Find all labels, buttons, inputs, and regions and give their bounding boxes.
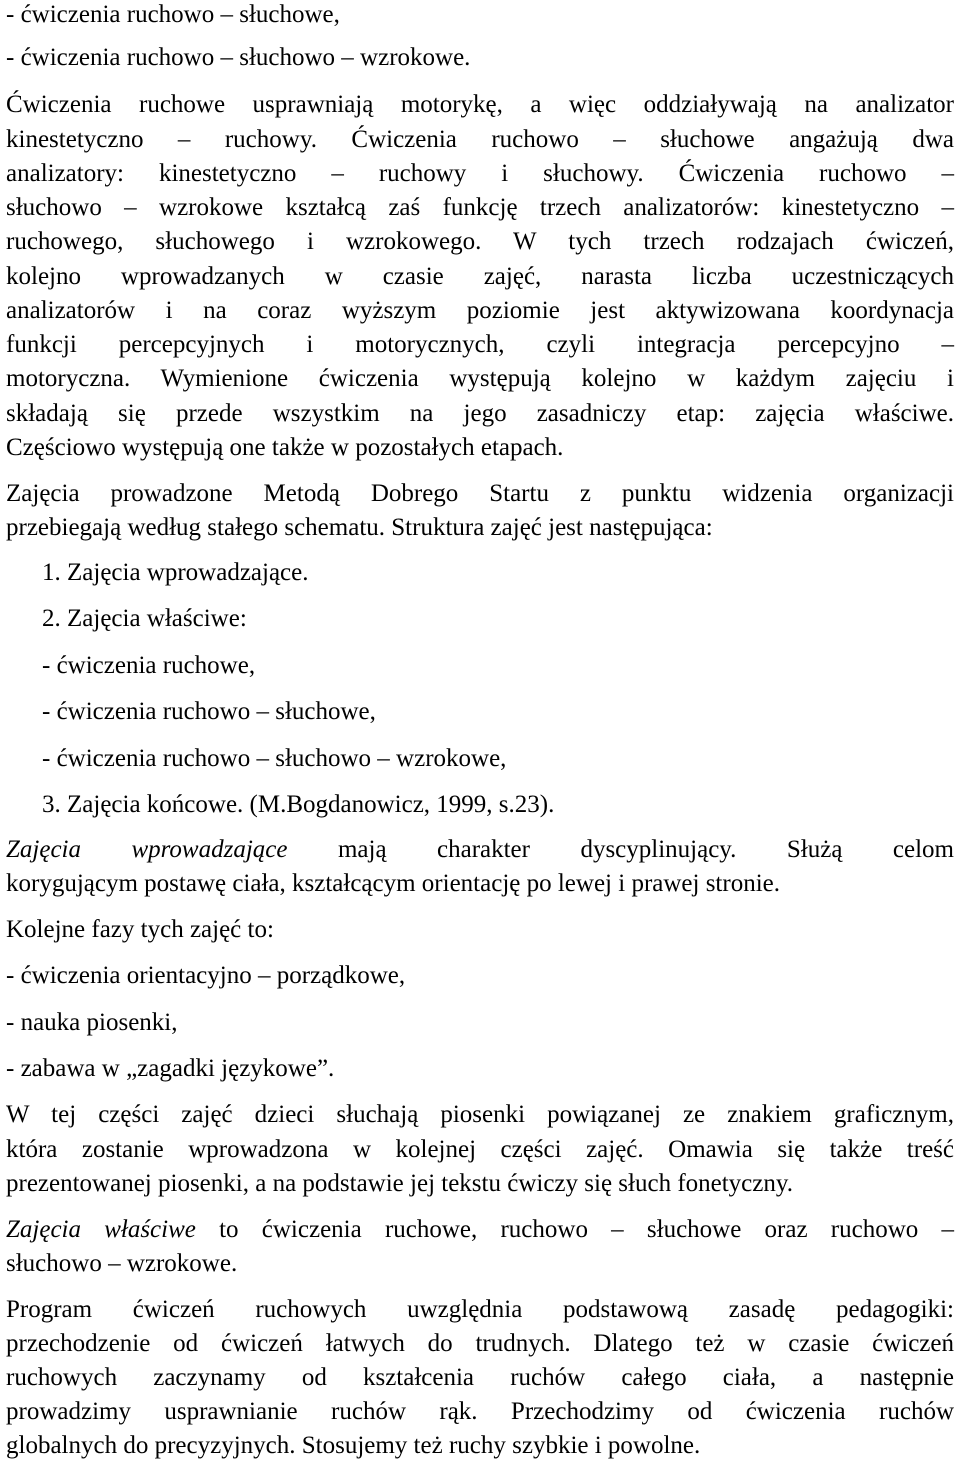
emphasis-term: Zajęcia wprowadzające <box>6 836 288 863</box>
paragraph-line: prowadzimy usprawnianie ruchów rąk. Przechodzimy od ćwiczenia ruchów <box>6 1398 954 1425</box>
paragraph-line: analizatory: kinestetyczno – ruchowy i słuchowy. Ćwiczenia ruchowo – <box>6 160 954 187</box>
paragraph-line: słuchowo – wzrokowe. <box>6 1250 238 1277</box>
structure-item: - ćwiczenia ruchowo – słuchowo – wzrokowe, <box>42 745 507 772</box>
paragraph-line: ruchowych zaczynamy od kształcenia ruchów całego ciała, a następnie <box>6 1364 954 1391</box>
paragraph-line: Częściowo występują one także w pozostałych etapach. <box>6 434 564 461</box>
paragraph-line: Program ćwiczeń ruchowych uwzględnia podstawową zasadę pedagogiki: <box>6 1296 954 1323</box>
paragraph-line: globalnych do precyzyjnych. Stosujemy też ruchy szybkie i powolne. <box>6 1432 701 1459</box>
structure-item: 3. Zajęcia końcowe. (M.Bogdanowicz, 1999, s.23). <box>42 791 555 818</box>
emphasis-term: Zajęcia właściwe <box>6 1216 196 1243</box>
paragraph-line: funkcji percepcyjnych i motorycznych, czyli integracja percepcyjno – <box>6 331 954 358</box>
paragraph-line: która zostanie wprowadzona w kolejnej części zajęć. Omawia się także treść <box>6 1136 954 1163</box>
paragraph-line: składają się przede wszystkim na jego zasadniczy etap: zajęcia właściwe. <box>6 400 954 427</box>
paragraph-line: korygującym postawę ciała, kształcącym orientację po lewej i prawej stronie. <box>6 870 780 897</box>
list-item: - ćwiczenia orientacyjno – porządkowe, <box>6 962 406 989</box>
paragraph-line: prezentowanej piosenki, a na podstawie jej tekstu ćwiczy się słuch fonetyczny. <box>6 1170 793 1197</box>
paragraph-line: kinestetyczno – ruchowy. Ćwiczenia ruchowo – słuchowe angażują dwa <box>6 126 954 153</box>
structure-item: 2. Zajęcia właściwe: <box>42 605 247 632</box>
paragraph-line: przechodzenie od ćwiczeń łatwych do trudnych. Dlatego też w czasie ćwiczeń <box>6 1330 954 1357</box>
paragraph-line: Kolejne fazy tych zajęć to: <box>6 916 274 943</box>
paragraph-line: przebiegają według stałego schematu. Struktura zajęć jest następująca: <box>6 514 713 541</box>
paragraph-line: Ćwiczenia ruchowe usprawniają motorykę, a więc oddziaływają na analizator <box>6 91 954 118</box>
paragraph-line: kolejno wprowadzanych w czasie zajęć, narasta liczba uczestniczących <box>6 263 954 290</box>
paragraph-line: motoryczna. Wymienione ćwiczenia występują kolejno w każdym zajęciu i <box>6 365 954 392</box>
list-item: - ćwiczenia ruchowo – słuchowe, <box>6 1 340 28</box>
list-item: - nauka piosenki, <box>6 1009 178 1036</box>
structure-item: - ćwiczenia ruchowo – słuchowe, <box>42 698 376 725</box>
list-item: - ćwiczenia ruchowo – słuchowo – wzrokowe. <box>6 44 471 71</box>
structure-item: - ćwiczenia ruchowe, <box>42 652 256 679</box>
paragraph-line: Zajęcia prowadzone Metodą Dobrego Startu z punktu widzenia organizacji <box>6 480 954 507</box>
paragraph-line: słuchowo – wzrokowe kształcą zaś funkcję trzech analizatorów: kinestetyczno – <box>6 194 954 221</box>
paragraph-line: ruchowego, słuchowego i wzrokowego. W tych trzech rodzajach ćwiczeń, <box>6 228 954 255</box>
list-item: - zabawa w „zagadki językowe”. <box>6 1055 335 1082</box>
paragraph-line: W tej części zajęć dzieci słuchają piosenki powiązanej ze znakiem graficznym, <box>6 1101 954 1128</box>
paragraph-line: analizatorów i na coraz wyższym poziomie jest aktywizowana koordynacja <box>6 297 954 324</box>
paragraph-line: Zajęcia właściwe to ćwiczenia ruchowe, ruchowo – słuchowe oraz ruchowo – <box>6 1216 955 1243</box>
structure-item: 1. Zajęcia wprowadzające. <box>42 559 309 586</box>
paragraph-line: Zajęcia wprowadzające mają charakter dyscyplinujący. Służą celom <box>6 836 954 863</box>
